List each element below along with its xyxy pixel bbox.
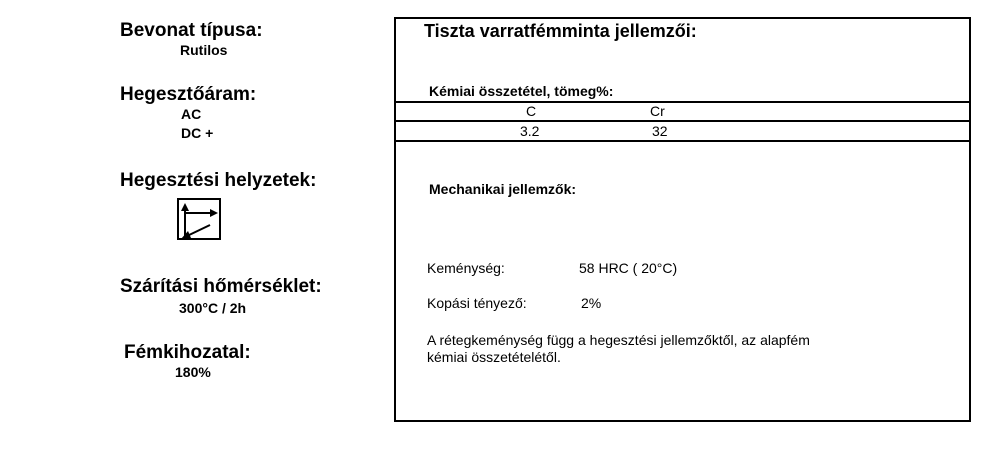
weld-metal-properties-panel <box>394 17 971 422</box>
welding-current-label: Hegesztőáram: <box>120 84 257 105</box>
chem-value-c: 3.2 <box>520 123 540 139</box>
wear-factor-value: 2% <box>581 295 602 311</box>
chem-header-c: C <box>526 103 537 119</box>
chem-header-cr: Cr <box>650 103 665 119</box>
metal-recovery-value: 180% <box>175 364 211 380</box>
chemical-composition-label: Kémiai összetétel, tömeg%: <box>429 83 614 99</box>
welding-positions-icon <box>172 195 224 243</box>
panel-title: Tiszta varratfémminta jellemzői: <box>424 21 697 41</box>
coating-type-label: Bevonat típusa: <box>120 20 263 41</box>
note-line-2: kémiai összetételétől. <box>427 349 561 365</box>
table-header-rule <box>396 120 969 122</box>
chem-value-cr: 32 <box>652 123 668 139</box>
drying-temperature-label: Szárítási hőmérséklet: <box>120 276 322 297</box>
welding-positions-label: Hegesztési helyzetek: <box>120 170 317 191</box>
table-top-rule <box>396 101 969 103</box>
mechanical-properties-label: Mechanikai jellemzők: <box>429 181 577 197</box>
welding-current-dc: DC + <box>181 125 214 141</box>
welding-current-ac: AC <box>181 106 202 122</box>
note-line-1: A rétegkeménység függ a hegesztési jellemzőktől, az alapfém <box>427 332 810 348</box>
wear-factor-label: Kopási tényező: <box>427 295 527 311</box>
drying-temperature-value: 300°C / 2h <box>179 300 247 316</box>
table-bottom-rule <box>396 140 969 142</box>
metal-recovery-label: Fémkihozatal: <box>124 342 251 363</box>
hardness-value: 58 HRC ( 20°C) <box>579 260 678 276</box>
hardness-label: Keménység: <box>427 260 505 276</box>
coating-type-value: Rutilos <box>180 42 228 58</box>
